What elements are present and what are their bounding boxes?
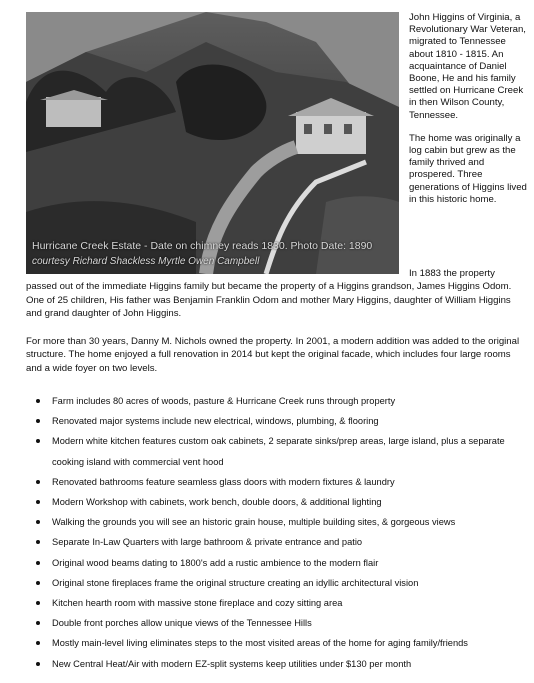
photo-illustration: [26, 12, 399, 274]
history-paragraph-2: The home was originally a log cabin but grew as the family thrived and prospered. Three generations of Higgins lived in this historic home.: [409, 132, 527, 205]
paragraph-4-text: For more than 30 years, Danny M. Nichols owned the property. In 2001, a modern addition was added to the original structure. The home enjoyed a full renovation in 2014 but kept the original facade, which includes four large rooms and a wide foyer on two levels.: [26, 336, 520, 374]
feature-item: Kitchen hearth room with massive stone fireplace and cozy sitting area: [26, 593, 526, 613]
feature-item: Renovated major systems include new electrical, windows, plumbing, & flooring: [26, 411, 526, 431]
paragraph-3-start: In 1883 the property: [409, 268, 495, 279]
sidebar-text: [409, 12, 527, 217]
historic-estate-photo: [26, 12, 399, 274]
feature-item: Original stone fireplaces frame the original structure creating an idyllic architectural vision: [26, 573, 526, 593]
feature-item: Walking the grounds you will see an historic grain house, multiple building sites, & gorgeous views: [26, 512, 526, 532]
history-paragraph-4: [26, 335, 522, 375]
feature-item: New Central Heat/Air with modern EZ-split systems keep utilities under $130 per month: [26, 654, 526, 674]
features-list: [26, 391, 526, 674]
feature-item: Modern white kitchen features custom oak cabinets, 2 separate sinks/prep areas, large island, plus a separate cooking island with commercial vent hood: [26, 431, 526, 471]
feature-item: Farm includes 80 acres of woods, pasture & Hurricane Creek runs through property: [26, 391, 526, 411]
feature-item: Double front porches allow unique views of the Tennessee Hills: [26, 613, 526, 633]
feature-item: Separate In-Law Quarters with large bathroom & private entrance and patio: [26, 532, 526, 552]
history-paragraph-3: [26, 267, 522, 321]
history-paragraph-1: John Higgins of Virginia, a Revolutionary War Veteran, migrated to Tennessee about 1810 - 1815. An acquaintance of Daniel Boone, He and his family settled on Hurricane Creek in then Wilson County, Tennessee.: [409, 12, 526, 121]
feature-item: Mostly main-level living eliminates steps to the most visited areas of the home for aging family/friends: [26, 633, 526, 653]
photo-credit: courtesy Richard Shackless Myrtle Owen Campbell: [32, 256, 260, 267]
paragraph-3-rest: passed out of the immediate Higgins family but became the property of a Higgins grandson, James Higgins Odom. One of 25 children, His father was Benjamin Franklin Odom and mother Mary Higgins, daughter of William Higgins and grand daughter of John Higgins.: [26, 281, 512, 320]
feature-item: Original wood beams dating to 1800's add a rustic ambience to the modern flair: [26, 553, 526, 573]
photo-caption: Hurricane Creek Estate - Date on chimney reads 1830. Photo Date: 1890: [32, 240, 373, 252]
feature-item: Modern Workshop with cabinets, work bench, double doors, & additional lighting: [26, 492, 526, 512]
feature-item: Renovated bathrooms feature seamless glass doors with modern fixtures & laundry: [26, 472, 526, 492]
